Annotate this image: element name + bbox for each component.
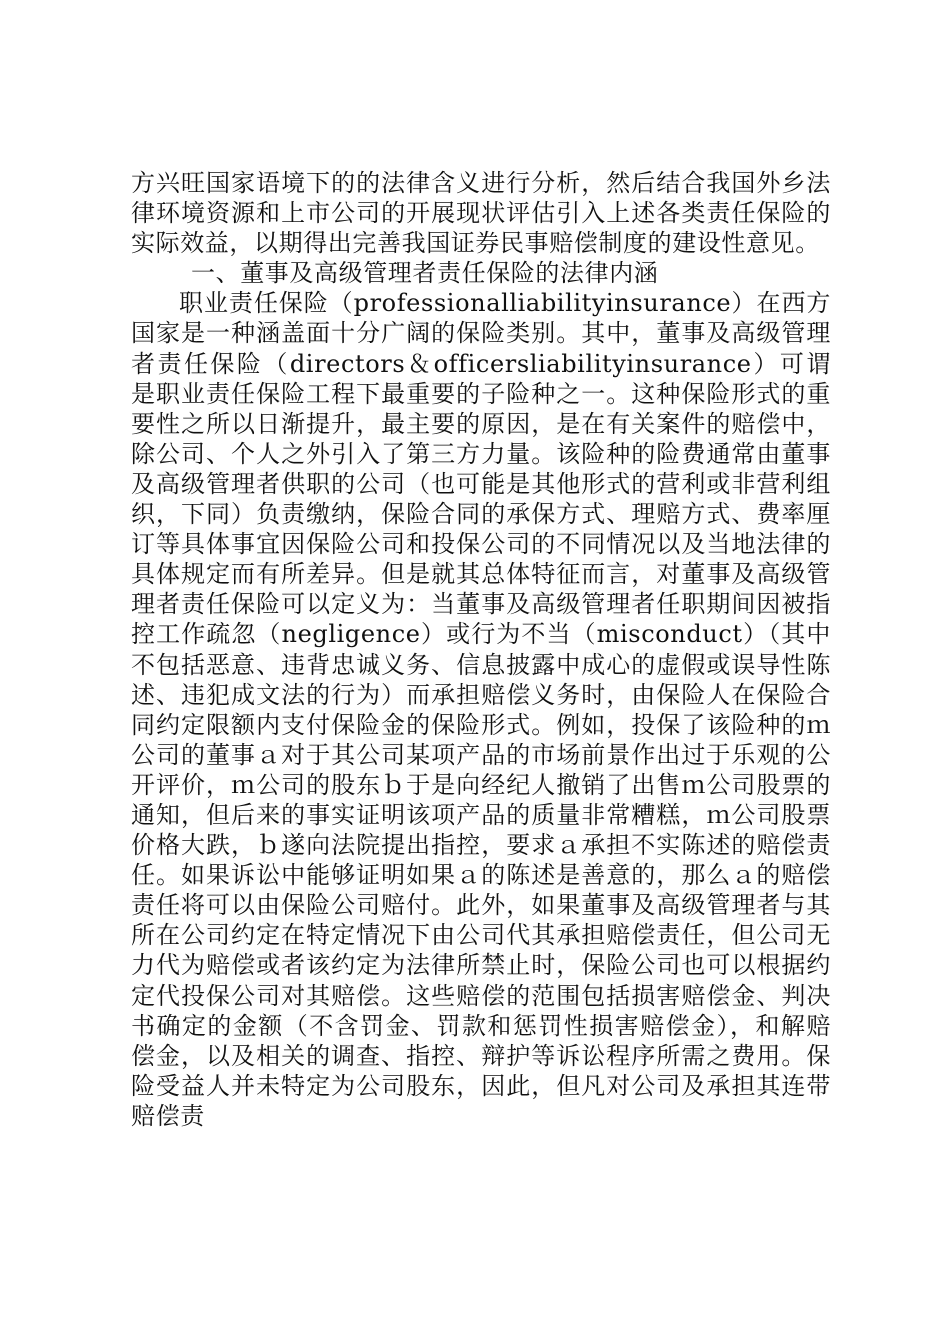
body-paragraph: 职业责任保险（professionalliabilityinsurance）在西方国家是一种涵盖面十分广阔的保险类别。其中，董事及高级管理者责任保险（directors＆officersliabilityinsurance）可谓是职业责任保险工程下最重要的子险种之一。这种保险形式的重要性之所以日渐提升，最主要的原因，是在有关案件的赔偿中，除公司、个人之外引入了第三方力量。该险种的险费通常由董事及高级管理者供职的公司（也可能是其他形式的营利或非营利组织，下同）负责缴纳，保险合同的承保方式、理赔方式、费率厘订等具体事宜因保险公司和投保公司的不同情况以及当地法律的具体规定而有所差异。但是就其总体特征而言，对董事及高级管理者责任保险可以定义为：当董事及高级管理者任职期间因被指控工作疏忽（negligence）或行为不当（misconduct）（其中不包括恶意、违背忠诚义务、信息披露中成心的虚假或误导性陈述、违犯成文法的行为）而承担赔偿义务时，由保险人在保险合同约定限额内支付保险金的保险形式。例如，投保了该险种的ｍ公司的董事ａ对于其公司某项产品的市场前景作出过于乐观的公开评价，ｍ公司的股东ｂ于是向经纪人撤销了出售ｍ公司股票的通知，但后来的事实证明该项产品的质量非常糟糕，ｍ公司股票价格大跌，ｂ遂向法院提出指控，要求ａ承担不实陈述的赔偿责任。如果诉讼中能够证明如果ａ的陈述是善意的，那么ａ的赔偿责任将可以由保险公司赔付。此外，如果董事及高级管理者与其所在公司约定在特定情况下由公司代其承担赔偿责任，但公司无力代为赔偿或者该约定为法律所禁止时，保险公司也可以根据约定代投保公司对其赔偿。这些赔偿的范围包括损害赔偿金、判决书确定的金额（不含罚金、罚款和惩罚性损害赔偿金），和解赔偿金，以及相关的调查、指控、辩护等诉讼程序所需之费用。保险受益人并未特定为公司股东，因此，但凡对公司及承担其连带赔偿责 xyxy=(131,289,831,1130)
intro-paragraph: 方兴旺国家语境下的的法律含义进行分析，然后结合我国外乡法律环境资源和上市公司的开展现状评估引入上述各类责任保险的实际效益，以期得出完善我国证券民事赔偿制度的建设性意见。 xyxy=(131,169,831,258)
document-body xyxy=(131,168,831,1131)
section-heading: 一、董事及高级管理者责任保险的法律内涵 xyxy=(191,259,659,288)
